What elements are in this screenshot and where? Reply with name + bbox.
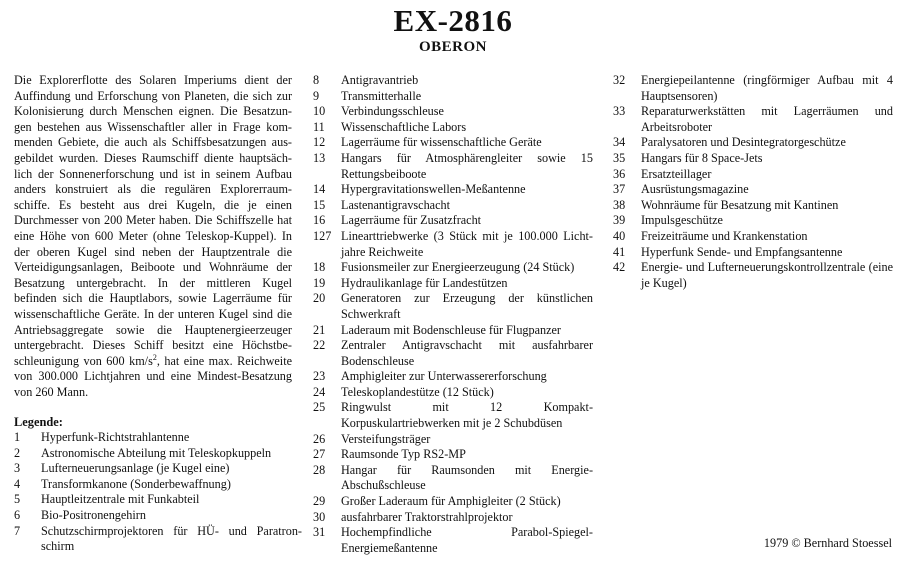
legend-item-text: Schutzschirmprojektoren für HÜ- und Paratron-schirm <box>41 523 302 554</box>
intro-superscript: 2 <box>152 352 157 362</box>
legend-item-number: 33 <box>613 104 626 119</box>
legend-item-text: Amphigleiter zur Unterwassererforschung <box>341 369 547 384</box>
legend-item <box>613 182 893 198</box>
legend-item-text: Antigravantrieb <box>341 73 419 87</box>
legend-item-number: 9 <box>313 88 320 103</box>
legend-item <box>313 400 593 431</box>
legend-item <box>14 524 302 555</box>
legend-item <box>313 385 593 401</box>
legend-item <box>313 323 593 339</box>
legend-item-text: Astronomische Abteilung mit Teleskopkuppeln <box>41 445 272 460</box>
legend-item <box>313 182 593 198</box>
legend-item-text: Transmitterhalle <box>341 88 422 103</box>
copyright-credit: 1979 © Bernhard Stoessel <box>763 536 892 550</box>
legend-item-text: Hyperfunk-Richtstrahlantenne <box>41 430 190 444</box>
legend-item-text: Hauptleitzentrale mit Funkabteil <box>41 492 200 507</box>
legend-item <box>313 276 593 292</box>
legend-item-number: 29 <box>313 494 326 509</box>
legend-item-number: 13 <box>313 150 326 165</box>
legend-item-text: Hochempfindliche Parabol-Spiegel-Energiemeßantenne <box>341 525 593 555</box>
legend-item <box>613 73 893 104</box>
legend-item-text: Reparaturwerkstätten mit Lagerräumen und Arbeitsroboter <box>641 104 893 134</box>
legend-item-number: 19 <box>313 275 326 290</box>
legend-item-number: 10 <box>313 104 326 119</box>
legend-item-text: Energiepeilantenne (ringförmiger Aufbau mit 4 Hauptsensoren) <box>641 73 893 103</box>
legend-item-text: Linearttriebwerke (3 Stück mit je 100.000 Licht-jahre Reichweite <box>341 228 593 259</box>
legend-item-number: 6 <box>14 507 21 522</box>
legend-item-number: 14 <box>313 182 326 197</box>
legend-item-number: 40 <box>613 228 626 243</box>
legend-item <box>313 338 593 369</box>
legend-item-number: 39 <box>613 213 626 228</box>
legend-item-text: Versteifungsträger <box>341 431 431 446</box>
legend-item-number: 3 <box>14 461 21 476</box>
legend-item <box>613 260 893 291</box>
legend-item <box>313 260 593 276</box>
legend-item-text: Generatoren zur Erzeugung der künstlichen Schwerkraft <box>341 291 593 321</box>
legend-item-number: 5 <box>14 492 21 507</box>
legend-item-text: Hypergravitationswellen-Meßantenne <box>341 182 526 197</box>
legend-item-number: 4 <box>14 476 21 491</box>
intro-text-end: , hat eine max. Reichweite von 300.000 Lichtjahren und eine Mindest-Besatzung von 260 Mann. <box>14 353 292 399</box>
legend-item <box>313 525 593 556</box>
legend-list-column-3 <box>613 73 893 291</box>
legend-list <box>14 430 302 555</box>
legend-item-number: 27 <box>313 447 326 462</box>
page-title: EX-2816 <box>393 3 513 38</box>
legend-item-text: Ausrüstungsmagazine <box>641 182 749 197</box>
legend-item <box>313 432 593 448</box>
legend-item-text: Lagerräume für Zusatzfracht <box>341 213 482 228</box>
legend-item-number: 12 <box>313 135 326 150</box>
legend-item-number: 24 <box>313 384 326 399</box>
legend-item-text: Lastenantigravschacht <box>341 197 450 212</box>
legend-item-number: 1 <box>14 430 21 444</box>
legend-item-text: Großer Laderaum für Amphigleiter (2 Stück) <box>341 494 561 509</box>
legend-item-text: Bio-Positronengehirn <box>41 507 146 522</box>
legend-item <box>613 245 893 261</box>
legend-item-text: Fusionsmeiler zur Energieerzeugung (24 Stück) <box>341 260 575 275</box>
legend-item-text: Lufterneuerungsanlage (je Kugel eine) <box>41 461 230 476</box>
legend-item-text: Wissenschaftliche Labors <box>341 119 467 134</box>
legend-item-text: Verbindungsschleuse <box>341 104 444 119</box>
legend-item <box>613 104 893 135</box>
legend-item-number: 35 <box>613 150 626 165</box>
legend-item <box>313 291 593 322</box>
legend-item-number: 7 <box>14 523 21 538</box>
legend-item-number: 2 <box>14 445 21 460</box>
legend-item-number: 16 <box>313 213 326 228</box>
legend-item-text: Freizeiträume und Krankenstation <box>641 228 808 243</box>
legend-item-text: Teleskoplandestütze (12 Stück) <box>341 384 494 399</box>
legend-item <box>313 447 593 463</box>
legend-item-text: ausfahrbarer Traktorstrahlprojektor <box>341 509 513 524</box>
legend-item-text: Raumsonde Typ RS2-MP <box>341 447 466 462</box>
legend-item <box>613 135 893 151</box>
legend-item-text: Hydraulikanlage für Landestützen <box>341 275 508 290</box>
legend-item <box>313 198 593 214</box>
legend-item <box>613 213 893 229</box>
legend-item <box>613 198 893 214</box>
legend-item-number: 28 <box>313 462 326 477</box>
legend-item <box>14 477 302 493</box>
intro-paragraph <box>14 73 292 400</box>
legend-item-text: Energie- und Lufterneuerungskontrollzentrale (eine je Kugel) <box>641 260 893 290</box>
legend-item <box>313 463 593 494</box>
legend-item-number: 22 <box>313 338 326 353</box>
legend-item-text: Ringwulst mit 12 Kompakt-Korpuskulartriebwerken mit je 2 Schubdüsen <box>341 400 593 431</box>
legend-item-number: 31 <box>313 525 326 540</box>
legend-item-text: Laderaum mit Bodenschleuse für Flugpanzer <box>341 322 561 337</box>
legend-item-number: 41 <box>613 244 626 259</box>
legend-item-text: Hangar für Raumsonden mit Energie-Abschußschleuse <box>341 462 593 493</box>
legend-item-number: 34 <box>613 135 626 150</box>
legend-item-number: 15 <box>313 197 326 212</box>
legend-item-number: 23 <box>313 369 326 384</box>
legend-item <box>613 151 893 167</box>
legend-item-text: Ersatzteillager <box>641 166 712 181</box>
legend-item-number: 37 <box>613 182 626 197</box>
legend-item-number: 8 <box>313 73 320 87</box>
legend-item-text: Hyperfunk Sende- und Empfangsantenne <box>641 244 843 259</box>
legend-item-number: 38 <box>613 197 626 212</box>
legend-item-number: 20 <box>313 291 326 306</box>
legend-item-number: 18 <box>313 260 326 275</box>
legend-title: Legende: <box>14 415 63 429</box>
legend-item <box>313 151 593 182</box>
legend-item <box>313 135 593 151</box>
legend-item-number: 127 <box>313 228 332 243</box>
page-subtitle: OBERON <box>418 39 487 55</box>
legend-item <box>313 494 593 510</box>
legend-item <box>313 73 593 89</box>
legend-item-number: 42 <box>613 260 626 275</box>
legend-item-number: 25 <box>313 400 326 415</box>
legend-item-number: 32 <box>613 73 626 87</box>
legend-item <box>14 430 302 446</box>
legend-item-text: Wohnräume für Besatzung mit Kantinen <box>641 197 839 212</box>
legend-item-text: Transformkanone (Sonderbewaffnung) <box>41 476 231 491</box>
legend-item-text: Zentraler Antigravschacht mit ausfahrbarer Bodenschleuse <box>341 338 593 368</box>
legend-item-text: Paralysatoren und Desintegratorgeschütze <box>641 135 846 150</box>
legend-item <box>313 104 593 120</box>
legend-item-text: Lagerräume für wissenschaftliche Geräte <box>341 135 542 150</box>
legend-item <box>14 492 302 508</box>
legend-item <box>313 510 593 526</box>
legend-list-column-2 <box>313 73 593 556</box>
legend-item <box>313 213 593 229</box>
legend-item-number: 36 <box>613 166 626 181</box>
legend-item-number: 26 <box>313 431 326 446</box>
legend-item <box>14 461 302 477</box>
legend-item <box>313 89 593 105</box>
legend-item <box>313 120 593 136</box>
legend-item <box>613 229 893 245</box>
legend-item-text: Impulsgeschütze <box>641 213 723 228</box>
legend-item <box>14 508 302 524</box>
legend-item <box>613 167 893 183</box>
legend-item-number: 21 <box>313 322 326 337</box>
legend-item <box>313 369 593 385</box>
legend-item-number: 30 <box>313 509 326 524</box>
legend-item <box>313 229 593 260</box>
legend-item-text: Hangars für 8 Space-Jets <box>641 150 763 165</box>
legend-item <box>14 446 302 462</box>
legend-item-number: 11 <box>313 119 325 134</box>
legend-item-text: Hangars für Atmosphärengleiter sowie 15 Rettungsbeiboote <box>341 150 593 181</box>
intro-text: Die Explorerflotte des Solaren Imperiums dient der Auffindung und Erforschung von Planeten, die sich zur Kolonisierung durch Menschen eignen. Die Besatzun-gen bestehen aus Wissenschaftler aller in Frage kom-menden Gebiete, die auch als Schiffsbesatzungen aus-gebildet wurden. Dieses Raumschiff diente hauptsäch-lich der Sonnenerforschung und ist in seinem Aufbau anders konstruiert als die regulären Explorerraum-schiffe. Es besteht aus drei Kugeln, die je einen Durchmesser von 200 Meter haben. Die Schiffszelle hat eine Höhe von 600 Meter (ohne Teleskop-Kuppel). In der oberen Kugel sind neben der Hauptzentrale die Verteidigungsanlagen, Beiboote und Wohnräume der Besatzung untergebracht. In der mittleren Kugel befinden sich die Hauptlabors, sowie Lagerräume für wissenschaftliche Geräte. In der unteren Kugel sind die Antriebsaggregate sowie die Hauptenergieerzeuger untergebracht. Dieses Schiff besitzt eine Höchstbe-schleunigung von 600 km/s <box>14 73 292 368</box>
